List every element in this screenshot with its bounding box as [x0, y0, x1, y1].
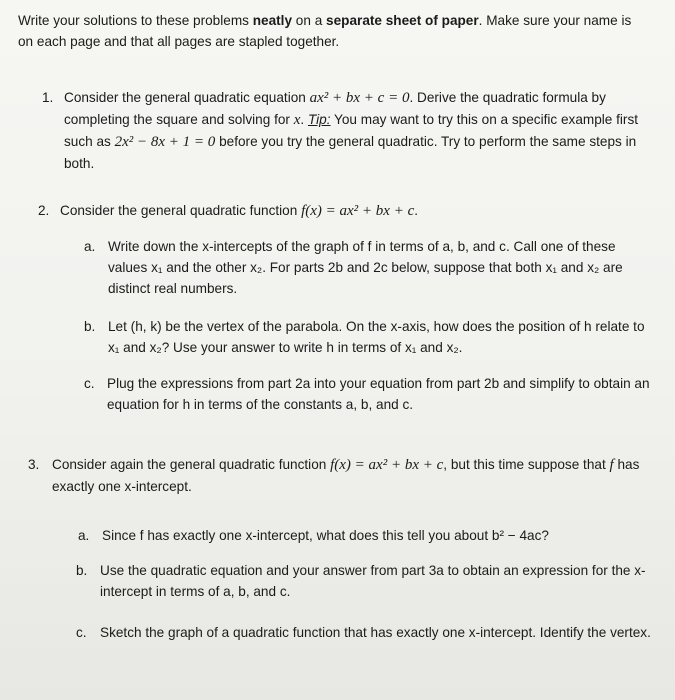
problem-2a-letter: a.	[84, 239, 96, 254]
problem-1-equation: ax² + bx + c = 0	[309, 90, 410, 106]
problem-2-text	[60, 200, 650, 222]
problem-3a-letter: a.	[78, 528, 90, 543]
problem-2-number: 2.	[38, 203, 50, 218]
problem-2b-text: Let (h, k) be the vertex of the parabola. On the x-axis, how does the position of h relate to x₁ and x₂? Use your answer to write h in terms of x₁ and x₂.	[108, 319, 645, 355]
problem-3-text-a: Consider again the general quadratic function	[52, 457, 331, 472]
problem-3c-letter: c.	[76, 625, 87, 640]
problem-2b-letter: b.	[84, 319, 96, 334]
problem-1-example-equation: 2x² − 8x + 1 = 0	[114, 134, 216, 150]
problem-3-number: 3.	[28, 457, 40, 472]
problem-1-number: 1.	[42, 90, 54, 105]
problem-2-function: f(x) = ax² + bx + c	[301, 203, 415, 219]
problem-1-variable: x	[293, 112, 301, 128]
problem-3-f: f	[609, 457, 614, 473]
problem-1-text	[64, 87, 652, 174]
problem-1-text-a: Consider the general quadratic equation	[64, 90, 310, 105]
problem-3-function: f(x) = ax² + bx + c	[330, 457, 444, 473]
problem-1-tip-label: Tip:	[307, 112, 331, 127]
instructions-text-2: on a	[292, 13, 327, 28]
problem-2c-letter: c.	[84, 376, 95, 391]
problem-3-text	[52, 454, 662, 497]
instructions-bold-separate-sheet: separate sheet of paper	[326, 13, 479, 28]
instructions	[18, 10, 648, 52]
instructions-bold-neatly: neatly	[252, 13, 293, 28]
problem-1-text-d: You may want to try this on a specific example first such as	[64, 112, 639, 149]
problem-2a-text: Write down the x-intercepts of the graph of f in terms of a, b, and c. Call one of these values x₁ and the other x₂. For parts 2b and 2c below, suppose that both x₁ and x₂ are distinct real numbers.	[108, 239, 623, 296]
problem-2-text-b: .	[414, 203, 419, 218]
problem-3c-text: Sketch the graph of a quadratic function that has exactly one x-intercept. Identify the vertex.	[100, 625, 651, 640]
problem-1-text-e: before you try the general quadratic. Try to perform the same steps in both.	[64, 134, 637, 171]
problem-3b-text: Use the quadratic equation and your answer from part 3a to obtain an expression for the x-intercept in terms of a, b, and c.	[100, 563, 646, 599]
problem-1-text-c: .	[300, 112, 308, 127]
problem-2-text-a: Consider the general quadratic function	[60, 203, 302, 218]
problem-1-text-b: . Derive the quadratic formula by completing the square and solving for	[64, 90, 606, 127]
problem-2c-text: Plug the expressions from part 2a into your equation from part 2b and simplify to obtain an equation for h in terms of the constants a, b, and c.	[107, 376, 650, 412]
instructions-text-1: Write your solutions to these problems	[18, 13, 253, 28]
problem-3a-text: Since f has exactly one x-intercept, what does this tell you about b² − 4ac?	[102, 528, 549, 543]
problem-3-text-c: has exactly one x-intercept.	[52, 457, 640, 494]
problem-3b-letter: b.	[76, 563, 88, 578]
problem-3-text-b: , but this time suppose that	[443, 457, 610, 472]
instructions-text-3: . Make sure your name is on each page and that all pages are stapled together.	[18, 13, 632, 49]
